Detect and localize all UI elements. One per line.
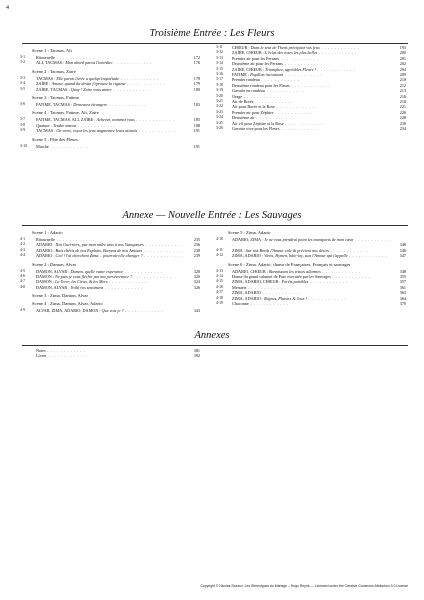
entry-number: 4-19 [216,301,223,306]
toc-entry [20,102,200,107]
leader-dots: . . . . . . . . . . . . [308,279,348,285]
entry-title: Ritournelle [36,237,55,242]
entry-page: 188 [193,122,200,128]
entry-page: 201 [399,55,406,61]
entry-number: 3-24 [216,115,223,120]
entry-incipit: Bannissons les tristes allarmes [269,268,321,274]
entry-text [36,253,200,258]
entry-characters: ZIMA : [232,247,245,253]
entry-page: 320 [193,268,200,274]
entry-number: 4-8 [20,284,26,289]
toc-entry [216,253,406,258]
entry-characters: ALVAR, ZIMA, ADARIO, DAMON : [36,308,101,314]
leader-dots: . . . . . . . . . . . . [279,126,319,132]
entry-page: 209 [399,72,406,78]
entry-number: 3-20 [216,93,223,98]
leader-dots: . . . . . . . . . . . . [112,60,153,66]
entry-incipit: Ciel ! l'ai cherchent Zima… pourrait-elle changer ? [55,253,143,259]
leader-dots: . . . . . . . . . . . . [246,284,286,290]
entry-characters: ZIMA, ADARIO, CHŒUR : [232,279,281,285]
entry-number: 3-12 [216,50,223,55]
leader-dots: . . . . . . . . . . . . [123,268,163,274]
entry-number: 4-13 [216,268,223,273]
entry-characters: ADARIO, CHŒUR : [232,268,268,274]
entry-characters: TACMAS : [36,128,56,134]
entry-text [232,301,406,306]
leader-dots: . . . . . . . . . . . . [328,247,369,253]
entry-incipit: Triomphez, agréables Fleurs ! [265,66,316,72]
entry-page: 226 [399,109,406,115]
entry-incipit: L'éclat des roses les plus belles [265,50,318,56]
leader-dots: . . . . . . . . . . . . [254,115,295,121]
toc-column-left [20,45,200,149]
entry-title: ZIMA, ADARIO [232,290,261,296]
entry-title: Marche [36,143,49,149]
entry-page: 202 [399,61,406,67]
entry-number: 3-23 [216,109,223,114]
entry-incipit: Je ne vous prendrai point les transports de mon cœur [264,237,354,242]
entry-number: 4-10 [216,237,223,241]
leader-dots: . . . . . . . . . . . . [283,72,323,78]
entry-text [36,128,200,133]
entry-text [36,285,200,290]
entry-number: 3-15 [216,66,223,71]
entry-title: Air vif pour Zéphire et la Rose [232,120,284,126]
scene-heading: Scene 1 : Adario [32,230,63,235]
entry-title: Menuets [232,284,247,290]
scene-heading: Scene 2 : Tacmas, Zaïre [32,68,76,74]
leader-dots: . . . . . . . . . . . . [289,82,330,88]
entry-incipit: La Terre, les Cieux, & les Mers [55,279,108,285]
leader-dots: . . . . . . . . . . . . [274,104,315,110]
entry-number: 3-26 [216,126,223,131]
entry-characters: FATIME, TACMAS, ALI, ZAÏRE : [36,117,96,123]
entry-number: 4-14 [216,274,223,279]
entry-incipit: On vient, voyez les jeux augmentez leurs attraits [56,128,138,134]
entry-title: Deuxième air [232,115,255,121]
entry-page: 364 [399,295,406,301]
entry-page: 346 [399,247,406,253]
entry-number: 3-18 [216,82,223,87]
entry-incipit: Amour, quand du destin j'éprouve la rigueur [51,81,126,87]
entry-number: 3-2 [20,60,26,65]
entry-number: 3-4 [20,81,26,86]
entry-page: 370 [399,301,406,307]
entry-number: 4-16 [216,284,223,289]
entry-incipit: Demeurez étrangere [73,102,108,108]
entry-text [36,102,200,107]
entry-number: 4-7 [20,279,26,284]
entry-title: Livret [36,353,47,359]
scene-heading: Scene 3 : Tacmas, Fatime [32,95,79,101]
entry-number: 3-22 [216,104,223,109]
entry-characters: ADARIO : [36,242,55,248]
entry-text [232,253,406,258]
entry-characters: ZAÏRE, CHŒUR : [232,66,264,72]
entry-text [36,308,200,313]
leader-dots: . . . . . . . . . . . . [320,268,361,274]
entry-characters: ZIMA, ADARIO : [232,253,264,259]
toc-entry [20,285,200,290]
leader-dots: . . . . . . . . . . . . [319,45,360,50]
entry-page: 176 [193,60,200,66]
entry-title: Air de Borée [232,99,254,105]
entry-page: 172 [193,55,200,60]
entry-characters: DAMON : [36,279,55,285]
entry-characters: ZAÏRE, CHŒUR : [232,50,264,56]
entry-incipit: Tendre amour [52,122,77,128]
entry-number: 4-15 [216,279,223,284]
leader-dots: . . . . . . . . . . . . [134,117,175,123]
entry-characters: DAMON, ALVAR : [36,284,70,290]
entry-text [36,87,200,92]
scene-heading: Scene 1 : Tacmas, Ali [32,48,72,53]
entry-text [36,353,200,358]
scene-heading: Scene 5 : Zima, Adario [228,230,271,235]
entry-characters: DAMON, ALVAR : [36,268,70,274]
page-number: 4 [6,5,9,11]
entry-page: 348 [399,268,406,274]
leader-dots: . . . . . . . . . . . . [132,274,172,280]
entry-incipit: Achevez, nommez vous [96,117,135,123]
entry-text [36,144,200,149]
entry-page: 230 [399,120,406,126]
entry-page: 212 [399,82,406,88]
entry-page: 178 [193,75,200,81]
entry-characters: ZAÏRE, TACMAS : [36,86,70,92]
entry-page: 347 [399,253,406,259]
leader-dots: . . . . . . . . . . . . [317,50,357,56]
scene-heading: Scene 2 : Damon, Alvar [32,261,77,267]
leader-dots: . . . . . . . . . . . . [142,247,182,253]
entry-number: 3-1 [20,55,26,59]
entry-page: 343 [193,308,200,314]
leader-dots: . . . . . . . . . . . . [282,61,323,67]
entry-page: 357 [399,279,406,285]
entry-number: 3-8 [20,122,26,127]
entry-number: 4-9 [20,308,26,313]
leader-dots: . . . . . . . . . . . . [123,308,164,314]
entry-number: 3-11 [216,45,223,49]
leader-dots: . . . . . . . . . . . . [278,55,319,61]
entry-page: 326 [193,284,200,290]
entry-page: 204 [399,66,406,72]
entry-page: 200 [399,50,406,56]
entry-text [232,237,406,248]
leader-dots: . . . . . . . . . . . . [107,279,148,285]
entry-number: 3-3 [20,75,26,80]
section-rule [22,345,408,346]
entry-characters: ALI, TACMAS : [36,60,65,66]
entry-number: 3-21 [216,99,223,104]
toc-column-right [216,45,406,132]
toc-entry [20,128,200,133]
leader-dots: . . . . . . . . . . . . [111,86,152,92]
entry-number: 4-6 [20,274,26,279]
entry-page: 179 [193,81,200,87]
entry-page: 221 [399,104,406,110]
toc-entry [20,308,200,313]
leader-dots: . . . . . . . . . . . . [118,75,159,81]
scene-heading: Scene 3 : Zima, Damon, Alvar [32,293,89,299]
entry-page: 216 [399,93,406,99]
leader-dots: . . . . . . . . . . . . [273,109,314,115]
entry-title: Chaconne [232,301,249,307]
entry-characters: ADARIO, ZIMA : [232,237,264,242]
leader-dots: . . . . . . . . . . . . [347,253,388,259]
entry-number: 4-2 [20,242,26,247]
leader-dots: . . . . . . . . . . . . [76,122,116,128]
leader-dots: . . . . . . . . . . . . [260,290,301,296]
section-title-sauvages: Annexe — Nouvelle Entrée : Les Sauvages [122,210,302,221]
leader-dots: . . . . . . . . . . . . [259,77,300,83]
entry-incipit: Que vois je ? [101,308,124,314]
entry-incipit: Viens, Hymen, hâte-toy, suis l'Amour qui t'appelle [264,253,348,259]
entry-characters: ADARIO : [36,253,55,259]
entry-page: 218 [399,99,406,105]
leader-dots: . . . . . . . . . . . . [143,242,184,248]
entry-incipit: Dans le sein de Thetis précipitez vos feux [250,45,320,50]
entry-page: 238 [193,247,200,253]
entry-incipit: Bois chéris de nos Exploits, Bienvus de nos Amours [55,247,143,253]
entry-page: 392 [193,353,200,359]
entry-title: Orage [232,93,243,99]
entry-incipit: Elle paroit livrée a quelqu'inquiétude [56,75,119,81]
leader-dots: . . . . . . . . . . . . [264,88,305,94]
entry-number: 3-9 [20,128,26,133]
entry-page: 320 [193,274,200,280]
leader-dots: . . . . . . . . . . . . [103,284,143,290]
entry-characters: DAMON : [36,274,55,280]
entry-characters: Quatuor : [36,122,52,128]
entry-number: 4-4 [20,253,26,258]
entry-page: 234 [399,126,406,132]
entry-page: 381 [193,348,200,353]
entry-number: 3-5 [20,86,26,91]
entry-incipit: Damon, quelle vaine esperance [70,268,124,274]
entry-incipit: Sur nos Bords l'Amour vole & prévient nos désirs [245,247,329,253]
entry-page: 183 [193,102,200,108]
entry-page: 346 [399,242,406,248]
leader-dots: . . . . . . . . . . . . [253,99,294,105]
entry-incipit: Ne puis je vous fléchir par ma perséverance ? [55,274,133,280]
entry-incipit: Voilà vos sentimens [70,284,104,290]
entry-title: Ritournelle [36,55,55,60]
entry-title: Deuxième rondeau pour les Fleurs [232,82,290,88]
entry-incipit: Régnez, Plaisirs & Jeux ! [264,295,307,301]
entry-title: Gavotte vive pour les Fleurs [232,126,280,132]
leader-dots: . . . . . . . . . . . . [330,274,371,280]
section-title-annexes: Annexes [194,330,230,341]
entry-page: 324 [193,279,200,285]
entry-title: Air pour Borée et la Rose [232,104,275,110]
entry-number: 4-12 [216,253,223,258]
entry-characters: ADARIO : [36,247,55,253]
entry-title: Notes [36,348,46,353]
leader-dots: . . . . . . . . . . . . [45,348,86,353]
leader-dots: . . . . . . . . . . . . [283,120,324,126]
entry-characters: FATIME : [232,72,250,78]
entry-incipit: Mon abord paroit l'interdire [65,60,113,66]
section-rule [22,225,408,226]
entry-page: 185 [193,117,200,123]
entry-page: 228 [399,115,406,121]
toc-entry [20,144,200,149]
toc-entry [216,237,406,248]
entry-incipit: Nos Guerriers, par mon ordre unis à nos Vainqueurs [55,242,144,248]
entry-page: 361 [399,284,406,290]
entry-number: 4-1 [20,237,26,241]
leader-dots: . . . . . . . . . . . . [46,353,86,359]
entry-number: 3-14 [216,61,223,66]
entry-number: 4-11 [216,247,223,252]
entry-page: 236 [193,242,200,248]
section-title-fleurs: Troisième Entrée : Les Fleurs [149,28,275,39]
scene-heading: Scene 4 : Zima, Damon, Alvar, Adario [32,301,103,307]
entry-title: Deuxième air pour les Persans [232,61,283,67]
toc-entry [20,353,200,358]
entry-page: 363 [399,290,406,296]
leader-dots: . . . . . . . . . . . . [54,237,95,242]
toc-entry [20,60,200,65]
entry-page: 193 [399,45,406,50]
leader-dots: . . . . . . . . . . . . [48,143,89,149]
entry-incipit: Quoy ! Zaïre vous aimer [70,86,112,92]
leader-dots: . . . . . . . . . . . . [232,237,390,248]
entry-title: Premier air pour les Persans [232,55,279,61]
leader-dots: . . . . . . . . . . . . [137,128,177,134]
entry-number: 4-3 [20,247,26,252]
entry-number: 3-6 [20,102,26,107]
entry-title: Danse du grand calumet de Paix executée par les Sauvages [232,274,331,280]
toc-column-annexes [20,348,200,359]
entry-page: 191 [193,128,200,134]
entry-incipit: Papillon inconstant [250,72,283,78]
toc-column-right [216,227,406,306]
scene-heading: Scene 5 : Fête des Fleurs [32,136,78,142]
entry-number: 3-10 [20,143,27,148]
entry-number: 3-7 [20,117,26,122]
scene-heading: Scene 6 : Zima, Adario, chœur de Françaises, Français et sauvages [228,261,351,267]
entry-number: 4-18 [216,295,223,300]
copyright-footer: Copyright © Nicolas Sceaux, Les Stereotypes du Mariage – Hugo Reyne — Licensed under the Creative Commons Attribution 3.0 License [200,584,408,588]
leader-dots: . . . . . . . . . . . . [125,81,166,87]
leader-dots: . . . . . . . . . . . . [107,102,147,108]
entry-characters: ZIMA, ADARIO : [232,295,264,301]
entry-number: 3-25 [216,120,223,125]
toc-column-left [20,227,200,314]
entry-number: 3-16 [216,72,223,77]
entry-number: 3-19 [216,88,223,93]
leader-dots: . . . . . . . . . . . . [242,93,282,99]
leader-dots: . . . . . . . . . . . . [306,295,347,301]
entry-page: 235 [193,237,200,242]
scene-heading: Scene 4 : Tacmas, Fatime, Ali, Zaïre [32,110,99,116]
entry-number: 3-13 [216,55,223,60]
entry-title: Gavotte en rondeau [232,88,265,94]
entry-page: 191 [193,143,200,149]
toc-entry [216,126,406,131]
entry-characters: FATIME, TACMAS : [36,102,73,108]
entry-text [232,126,406,131]
entry-page: 180 [193,86,200,92]
entry-text [36,60,200,65]
entry-characters: ZAÏRE : [36,81,51,87]
entry-title: Premier rondeau [232,77,260,83]
leader-dots: . . . . . . . . . . . . [142,253,182,259]
entry-characters: TACMAS : [36,75,56,81]
leader-dots: . . . . . . . . . . . . [315,66,356,72]
leader-dots: . . . . . . . . . . . . [248,301,289,307]
entry-characters: CHŒUR : [232,45,250,50]
toc-entry [20,87,200,92]
entry-number: 3-17 [216,77,223,82]
entry-page: 355 [399,274,406,280]
entry-page: 239 [193,253,200,259]
section-rule [22,43,408,44]
entry-page: 213 [399,88,406,94]
entry-title: Premier air pour Zéphire [232,109,274,115]
toc-entry [20,253,200,258]
entry-incipit: Forêts paisibles [281,279,309,285]
entry-number: 4-5 [20,268,26,273]
leader-dots: . . . . . . . . . . . . [54,55,95,60]
toc-entry [216,301,406,306]
entry-number: 4-17 [216,290,223,295]
entry-page: 210 [399,77,406,83]
